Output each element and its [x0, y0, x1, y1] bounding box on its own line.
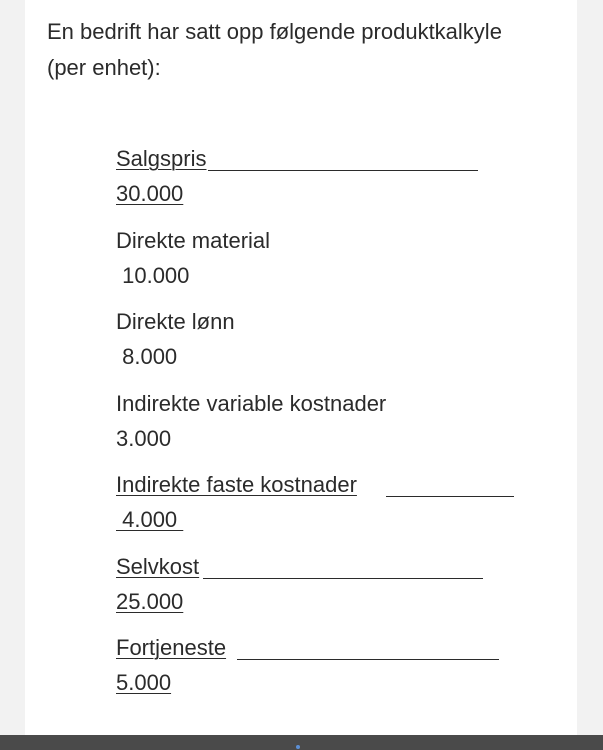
- item-value: 10.000: [116, 262, 190, 288]
- item-label: Selvkost: [116, 553, 200, 579]
- item-value: 5.000: [116, 670, 172, 695]
- list-item-fortjeneste: [116, 632, 546, 714]
- item-value: 30.000: [116, 181, 184, 206]
- list-item-selvkost: [116, 551, 546, 633]
- item-label: Salgspris: [116, 146, 207, 171]
- list-item-indirekte-faste: [116, 469, 546, 551]
- list-item-indirekte-variable: [116, 388, 546, 470]
- item-label: Direkte material: [116, 227, 271, 253]
- bottom-toolbar: [0, 735, 603, 750]
- item-label: Direkte lønn: [116, 309, 235, 334]
- item-value: 3.000: [116, 425, 172, 451]
- item-label: Fortjeneste: [116, 635, 227, 660]
- content-card: [25, 0, 577, 735]
- intro-text: En bedrift har satt opp følgende produktkalkyle (per enhet):: [47, 19, 502, 80]
- item-value: 25.000: [116, 588, 184, 614]
- item-label: Indirekte faste kostnader: [116, 472, 357, 497]
- list-item-direkte-material: [116, 225, 546, 307]
- underline-rule: [237, 659, 499, 660]
- list-item-salgspris: [116, 143, 546, 225]
- item-value: 4.000: [116, 507, 184, 532]
- underline-rule: [386, 496, 514, 497]
- item-label: Indirekte variable kostnader: [116, 390, 387, 416]
- item-value: 8.000: [116, 344, 178, 369]
- cost-calculation-list: [116, 143, 546, 714]
- indicator-dot-icon: [296, 745, 300, 749]
- underline-rule: [208, 170, 478, 171]
- underline-rule: [203, 578, 483, 579]
- list-item-direkte-lonn: [116, 306, 546, 388]
